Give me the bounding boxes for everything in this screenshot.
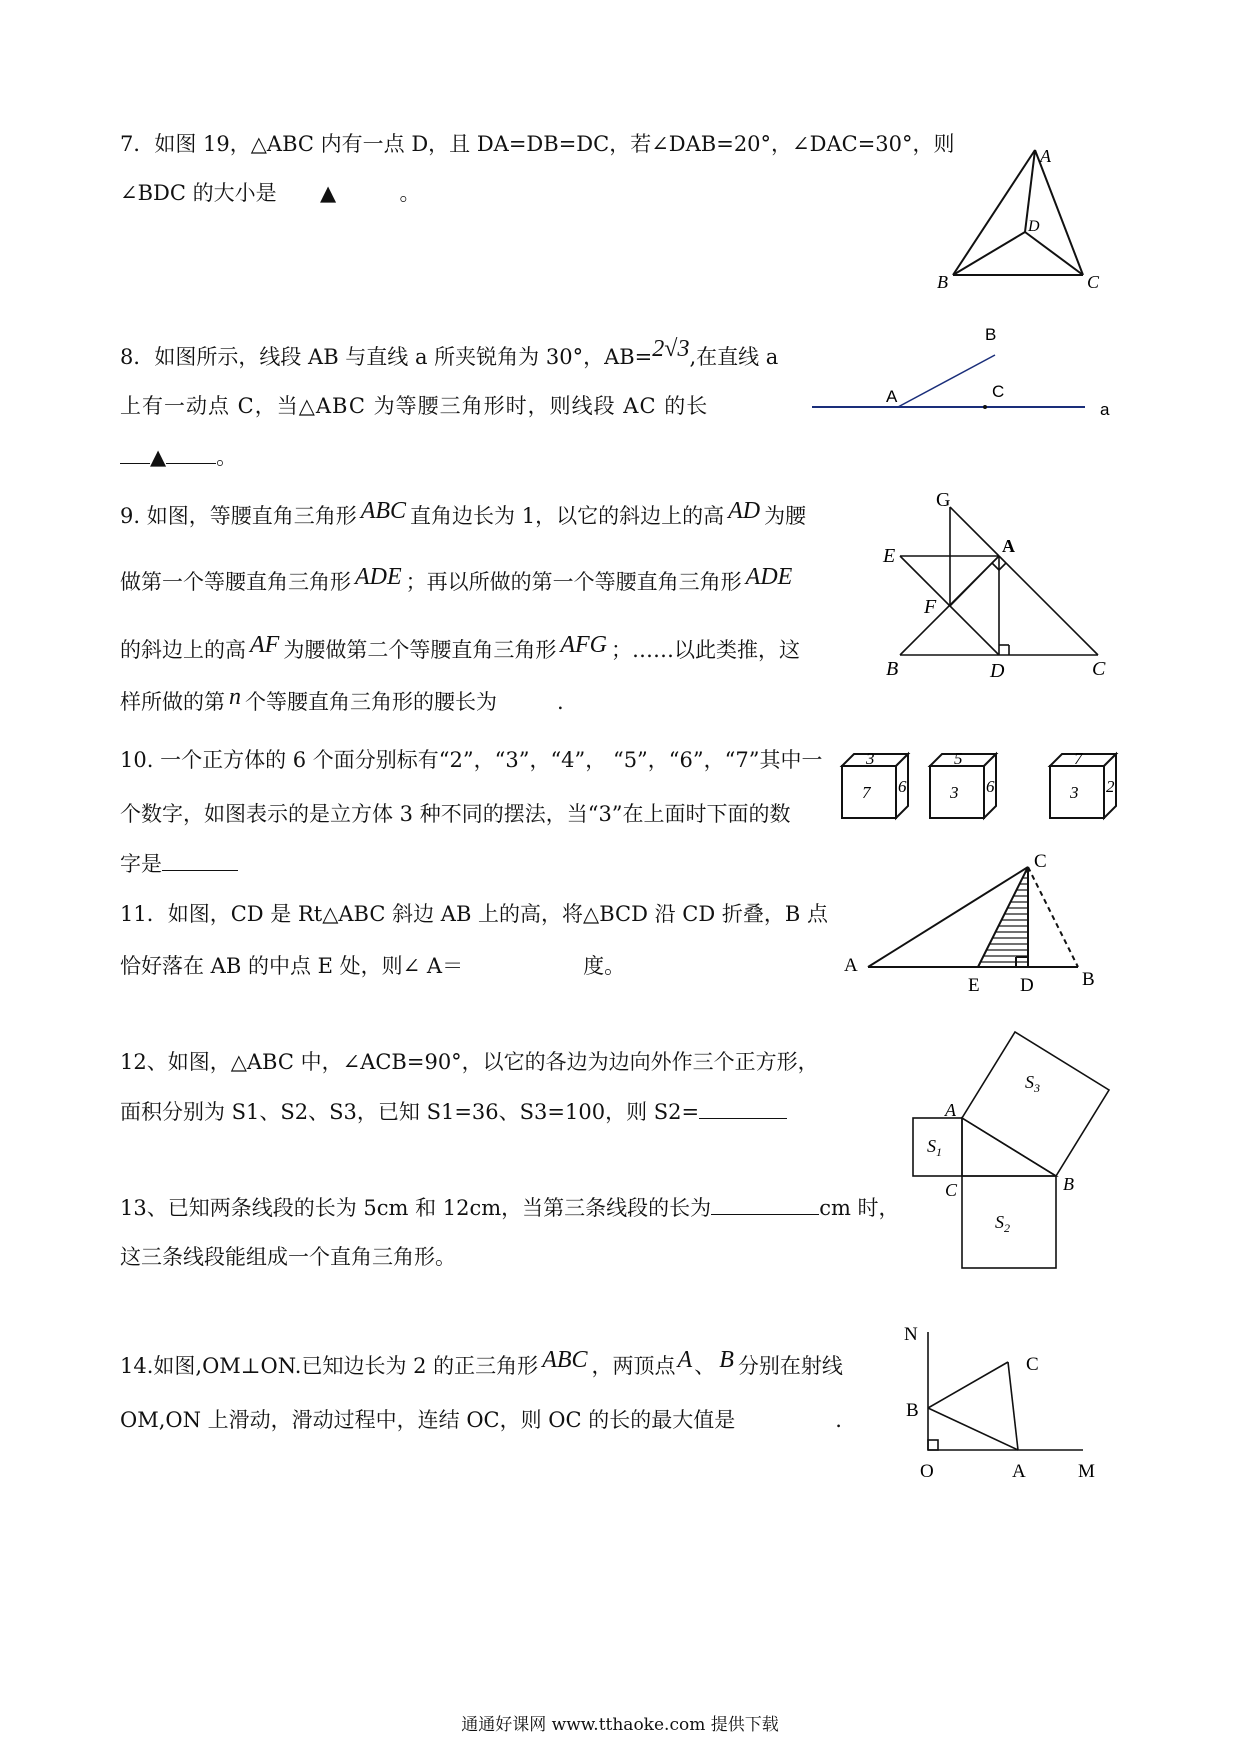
svg-text:S3 — [1025, 1072, 1040, 1095]
q13-line1-pre: 13、已知两条线段的长为 5cm 和 12cm，当第三条线段的长为 — [120, 1196, 712, 1220]
q12-label-s1: S — [927, 1136, 936, 1156]
q8-line1-pre: 8．如图所示，线段 AB 与直线 a 所夹锐角为 30°，AB= — [120, 345, 653, 369]
q10-cube2-side: 6 — [986, 777, 995, 796]
q9-l2-a: 做第一个等腰直角三角形 — [120, 570, 351, 594]
q11-line2 — [120, 954, 625, 978]
answer-marker: ▲ — [150, 445, 167, 469]
q10-cube1-front: 7 — [862, 783, 871, 802]
q14-label-o: O — [920, 1461, 934, 1482]
q9-l4-m1: n — [229, 684, 241, 710]
q14-l1-m3: B — [719, 1347, 734, 1373]
q9-l3-a: 的斜边上的高 — [120, 638, 246, 662]
q9-label-g: G — [936, 490, 951, 511]
q11-label-d: D — [1020, 975, 1034, 995]
q8-figure — [810, 325, 1130, 429]
q7-line2-pre: ∠BDC 的大小是 — [120, 181, 277, 205]
q14-l1-d: 分别在射线 — [737, 1354, 843, 1378]
q7-figure — [935, 140, 1115, 294]
q7-line2 — [120, 181, 421, 205]
q13-line1-post: cm 时， — [819, 1196, 900, 1220]
q8-line1-post: ,在直线 a — [689, 345, 779, 369]
q10-line2: 个数字，如图表示的是立方体 3 种不同的摆法，当“3”在上面时下面的数 — [120, 802, 791, 826]
q9-l4-a: 样所做的第 — [120, 690, 225, 714]
q9-l3-m1: AF — [250, 632, 280, 658]
q14-l1-a: 14.如图,OM⊥ON.已知边长为 2 的正三角形 — [120, 1354, 539, 1378]
q12-label-s1-sub: 1 — [936, 1145, 942, 1159]
q9-figure — [880, 490, 1120, 684]
q14-line2-end: . — [835, 1408, 842, 1432]
q8-math-ab: 2√3 — [652, 336, 690, 362]
q9-label-a: A — [1002, 536, 1015, 556]
q12-label-s2-sub: 2 — [1004, 1221, 1010, 1235]
q10-cube2-top: 5 — [954, 749, 963, 768]
q7-label-c: C — [1087, 272, 1100, 290]
q11-line2-end: 度。 — [583, 954, 626, 978]
q9-l1-m2: AD — [728, 498, 761, 524]
q14-label-a: A — [1012, 1461, 1026, 1482]
q10-cube1-top: 3 — [866, 749, 875, 768]
q11-line2-pre: 恰好落在 AB 的中点 E 处，则∠ A＝ — [120, 954, 464, 978]
q14-l1-c: 、 — [694, 1354, 716, 1378]
q10-cube3-top: 7 — [1074, 749, 1083, 768]
q9-label-f: F — [924, 596, 937, 618]
q8-label-line-a: a — [1100, 400, 1110, 419]
q12-line2-pre: 面积分别为 S1、S2、S3，已知 S1=36、S3=100，则 S2= — [120, 1100, 700, 1124]
q9-label-d: D — [990, 660, 1005, 680]
q9-l2-m2: ADE — [745, 564, 793, 590]
page-footer: 通通好课网 www.tthaoke.com 提供下载 — [461, 1715, 779, 1735]
q14-l1-m1: ABC — [542, 1347, 588, 1373]
q7-line1: 7．如图 19，△ABC 内有一点 D，且 DA=DB=DC，若∠DAB=20°，∠DAC=30°，则 — [120, 132, 955, 156]
q12-label-s2: S — [995, 1212, 1004, 1232]
q14-line1 — [120, 1347, 843, 1378]
svg-text:S2 — [995, 1212, 1010, 1235]
q14-label-m: M — [1078, 1461, 1095, 1482]
q8-label-a: A — [886, 387, 898, 406]
q8-label-b: B — [985, 325, 997, 344]
q9-line4 — [120, 684, 564, 714]
q9-label-b: B — [886, 658, 899, 680]
q10-line1: 10. 一个正方体的 6 个面分别标有“2”，“3”，“4”， “5”，“6”，“7”其中一 — [120, 748, 823, 772]
q14-label-c: C — [1026, 1354, 1039, 1375]
q9-l1-m1: ABC — [360, 498, 407, 524]
q11-line1: 11．如图，CD 是 Rt△ABC 斜边 AB 上的高，将△BCD 沿 CD 折叠，B 点 — [120, 902, 828, 926]
q9-label-e: E — [883, 545, 896, 567]
q11-label-e: E — [968, 975, 980, 995]
q13-line2: 这三条线段能组成一个直角三角形。 — [120, 1245, 456, 1269]
q10-line3-pre: 字是 — [120, 852, 162, 876]
q9-l2-m1: ADE — [355, 564, 402, 590]
q12-label-s3-sub: 3 — [1034, 1081, 1040, 1095]
q9-label-c: C — [1092, 658, 1106, 680]
q7-label-d: D — [1028, 218, 1040, 235]
q14-label-n: N — [904, 1324, 918, 1345]
q11-label-b: B — [1082, 969, 1095, 990]
q9-l2-b: ；再以所做的第一个等腰直角三角形 — [405, 570, 742, 594]
q14-l1-b: ，两顶点 — [591, 1354, 676, 1378]
q10-line3 — [120, 852, 238, 876]
q9-l4-b: 个等腰直角三角形的腰长为 — [245, 690, 497, 714]
q8-label-c: C — [992, 382, 1005, 401]
svg-text:S1 — [927, 1136, 942, 1159]
q9-l4-end: . — [557, 690, 564, 714]
q8-line3-end: 。 — [216, 445, 238, 469]
answer-marker: ▲ — [319, 181, 337, 205]
q9-l3-m2: AFG — [560, 632, 607, 658]
q12-label-b: B — [1063, 1174, 1074, 1194]
q13-line1 — [120, 1196, 900, 1220]
q9-line2 — [120, 564, 796, 594]
q10-cube3-side: 2 — [1106, 777, 1115, 796]
q9-l1-b: 直角边长为 1，以它的斜边上的高 — [410, 504, 725, 528]
q12-line2 — [120, 1100, 787, 1124]
q11-figure — [838, 845, 1098, 999]
q9-l3-b: 为腰做第二个等腰直角三角形 — [283, 638, 557, 662]
q12-label-c: C — [945, 1180, 958, 1200]
q9-l1-c: 为腰 — [764, 504, 807, 528]
q12-label-s3: S — [1025, 1072, 1034, 1092]
q10-cube2-front: 3 — [950, 783, 959, 802]
q14-label-b: B — [906, 1400, 919, 1421]
q9-line3 — [120, 632, 800, 662]
q14-line2 — [120, 1408, 842, 1432]
q7-label-a: A — [1040, 146, 1051, 166]
q7-line2-end: 。 — [399, 181, 421, 205]
q14-l1-m2: A — [677, 1347, 693, 1373]
q9-l3-c: ；……以此类推，这 — [610, 638, 800, 662]
q8-line3 — [120, 445, 237, 469]
q8-line2: 上有一动点 C，当△ABC 为等腰三角形时，则线段 AC 的长 — [120, 394, 709, 418]
q9-l1-a: 9. 如图，等腰直角三角形 — [120, 504, 357, 528]
q12-line1: 12、如图，△ABC 中，∠ACB=90°，以它的各边为边向外作三个正方形， — [120, 1050, 819, 1074]
q12-figure — [905, 1028, 1125, 1277]
q10-figure — [838, 744, 1128, 828]
q10-cube1-side: 6 — [898, 777, 907, 796]
q11-label-c: C — [1034, 851, 1047, 872]
q8-line1 — [120, 336, 779, 369]
q10-cube3-front: 3 — [1070, 783, 1079, 802]
q12-label-a: A — [945, 1100, 956, 1120]
q9-line1 — [120, 498, 807, 528]
q11-label-a: A — [844, 955, 858, 976]
q7-label-b: B — [937, 272, 948, 290]
q14-figure — [898, 1322, 1098, 1491]
q14-line2-pre: OM,ON 上滑动，滑动过程中，连结 OC，则 OC 的长的最大值是 — [120, 1408, 736, 1432]
